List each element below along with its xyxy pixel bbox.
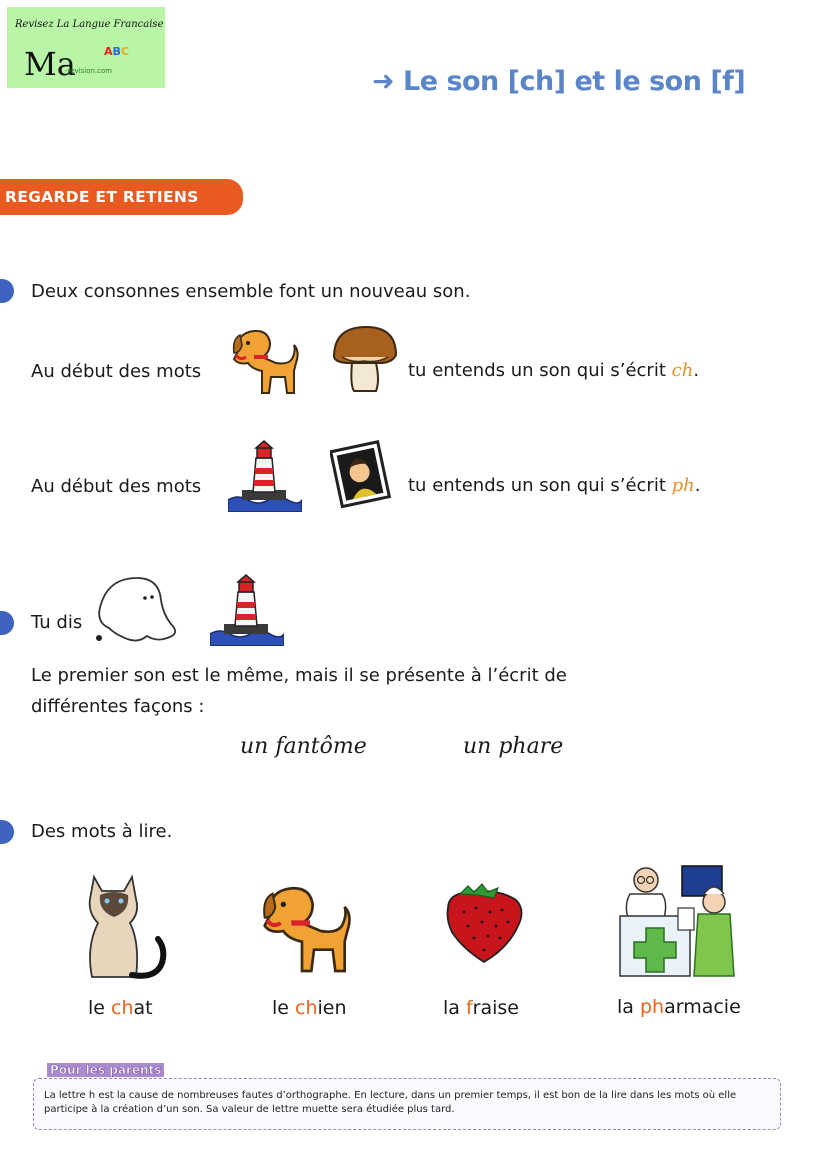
word-rest: armacie xyxy=(664,996,741,1018)
cat-icon xyxy=(72,867,182,982)
row2-suffix-text: tu entends un son qui s’écrit xyxy=(408,475,666,496)
section-banner xyxy=(0,179,243,215)
strawberry-icon xyxy=(440,882,526,968)
lighthouse-icon xyxy=(210,574,284,646)
word-rest: at xyxy=(133,997,153,1019)
word-fraise xyxy=(443,997,519,1019)
word-highlight: ch xyxy=(111,997,134,1019)
section2-sentence-line2: différentes façons : xyxy=(31,696,205,717)
word-article: le xyxy=(88,997,105,1019)
banner-label: REGARDE ET RETIENS xyxy=(5,188,199,206)
dog-icon xyxy=(226,321,304,396)
word-article: la xyxy=(443,997,460,1019)
row1-suffix xyxy=(408,360,699,381)
row1-end: . xyxy=(693,360,700,381)
word-chat xyxy=(88,997,153,1019)
row2-end: . xyxy=(694,475,701,496)
photo-frame-icon xyxy=(330,438,392,510)
parents-text: La lettre h est la cause de nombreuses fautes d’orthographe. En lecture, dans un premier temps, il est bon de la lire dans les mots où elle participe à la création d’un son. Sa valeur de lettre muette sera étudiée plus tard. xyxy=(44,1090,737,1115)
parents-label: Pour les parents xyxy=(47,1063,164,1077)
parents-note xyxy=(33,1078,781,1130)
word-rest: ien xyxy=(317,997,347,1019)
cursive-phare: un phare xyxy=(463,734,564,759)
section-bullet xyxy=(0,279,14,303)
site-logo xyxy=(7,7,165,88)
lighthouse-icon xyxy=(228,440,302,512)
section2-sentence-line1: Le premier son est le même, mais il se présente à l’écrit de xyxy=(31,665,567,686)
row2-grapheme: ph xyxy=(671,475,695,496)
word-pharmacie xyxy=(617,996,741,1018)
dog-icon xyxy=(254,875,358,975)
word-rest: raise xyxy=(472,997,519,1019)
logo-ma: Ma xyxy=(24,45,76,83)
section-bullet xyxy=(0,820,14,844)
page-title: ➜ Le son [ch] et le son [f] xyxy=(372,66,746,97)
row1-prefix: Au début des mots xyxy=(31,361,202,382)
word-highlight: ph xyxy=(639,996,665,1018)
section2-prefix: Tu dis xyxy=(31,612,83,633)
word-highlight: f xyxy=(465,997,473,1019)
word-article: la xyxy=(617,996,634,1018)
cursive-fantome: un fantôme xyxy=(240,734,367,759)
pharmacy-icon xyxy=(616,862,740,982)
word-highlight: ch xyxy=(295,997,318,1019)
section3-title: Des mots à lire. xyxy=(31,821,173,842)
logo-abc: ABC xyxy=(104,45,129,58)
row2-prefix: Au début des mots xyxy=(31,476,202,497)
row1-grapheme: ch xyxy=(671,360,694,381)
word-chien xyxy=(272,997,347,1019)
logo-site: -revision.com xyxy=(65,67,113,75)
row1-suffix-text: tu entends un son qui s’écrit xyxy=(408,360,666,381)
ghost-icon xyxy=(91,574,183,650)
word-article: le xyxy=(272,997,289,1019)
section1-intro: Deux consonnes ensemble font un nouveau son. xyxy=(31,281,471,302)
logo-tagline: Revisez La Langue Francaise xyxy=(15,19,164,30)
section-bullet xyxy=(0,611,14,635)
mushroom-icon xyxy=(330,323,400,395)
row2-suffix xyxy=(408,475,700,496)
